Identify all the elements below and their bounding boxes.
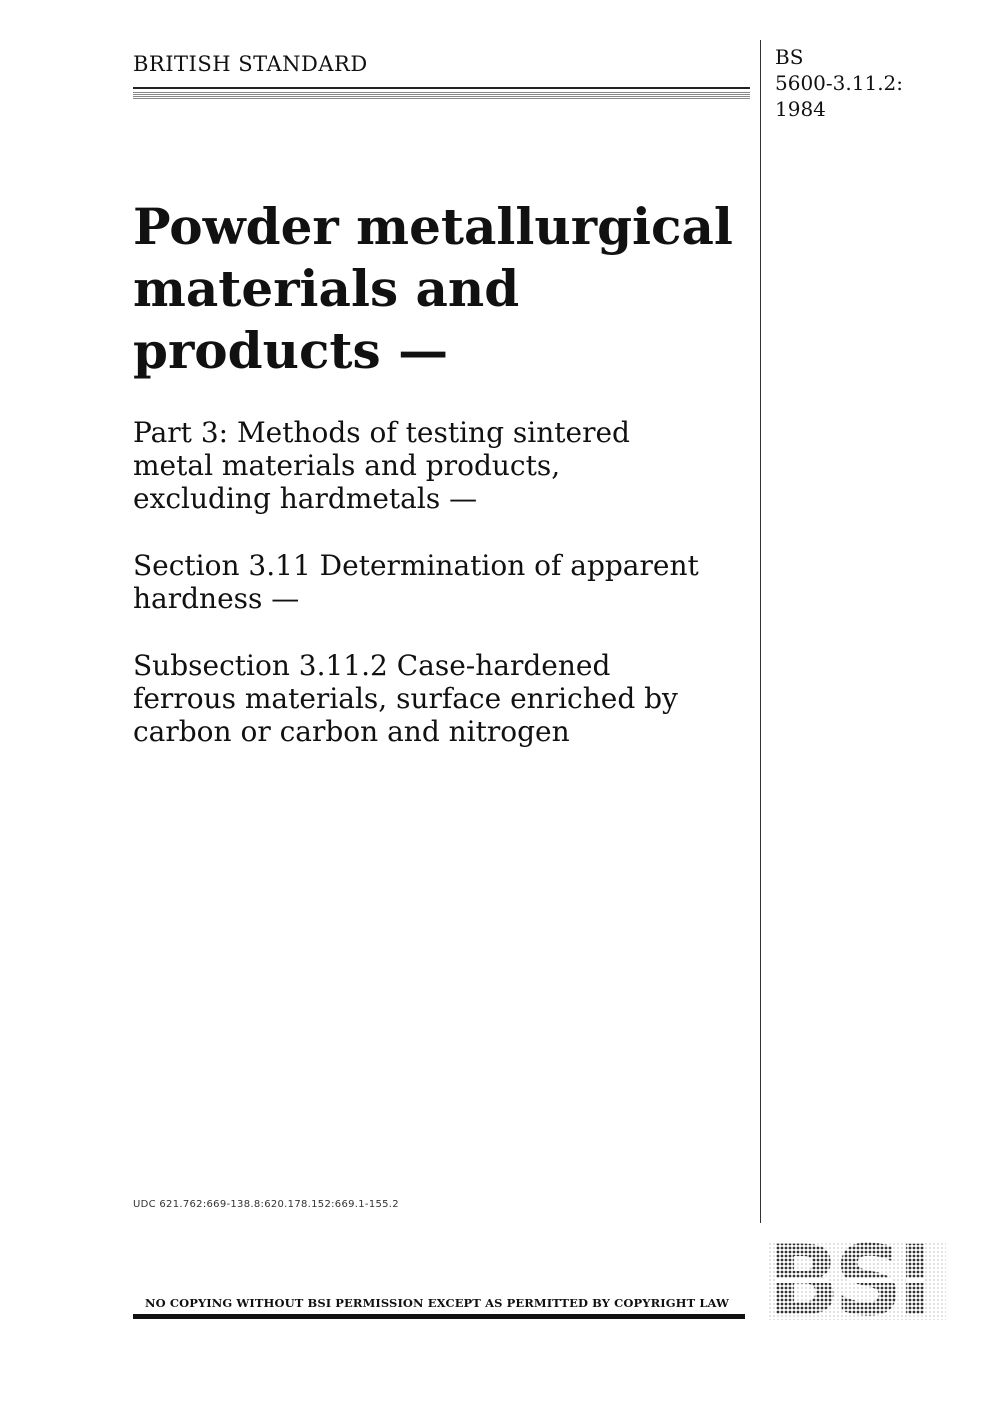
document-type-label: BRITISH STANDARD (133, 52, 368, 76)
standard-number-line: 5600-3.11.2: (775, 71, 904, 95)
title-line: products — (133, 321, 449, 380)
part-line: Part 3: Methods of testing sintered (133, 416, 630, 449)
standard-number-line: 1984 (775, 97, 826, 121)
standard-number-line: BS (775, 45, 804, 69)
part-heading (133, 416, 753, 515)
subsection-line: Subsection 3.11.2 Case-hardened (133, 649, 611, 682)
subsection-line: ferrous materials, surface enriched by (133, 682, 678, 715)
header-hatched-band (133, 92, 750, 100)
subsection-line: carbon or carbon and nitrogen (133, 715, 570, 748)
title-line: Powder metallurgical (133, 197, 733, 256)
section-heading (133, 549, 753, 615)
part-line: metal materials and products, (133, 449, 561, 482)
bsi-logo-icon (768, 1242, 946, 1320)
copyright-notice: NO COPYING WITHOUT BSI PERMISSION EXCEPT AS PERMITTED BY COPYRIGHT LAW (145, 1296, 730, 1310)
document-title (133, 196, 753, 382)
part-line: excluding hardmetals — (133, 482, 478, 515)
subsection-heading (133, 649, 753, 748)
title-line: materials and (133, 259, 520, 318)
header-divider (133, 87, 750, 89)
section-line: hardness — (133, 582, 300, 615)
udc-classification: UDC 621.762:669-138.8:620.178.152:669.1-155.2 (133, 1199, 399, 1210)
standard-number (775, 44, 903, 122)
vertical-divider (760, 40, 761, 1223)
section-line: Section 3.11 Determination of apparent (133, 549, 699, 582)
footer-divider (133, 1314, 745, 1319)
